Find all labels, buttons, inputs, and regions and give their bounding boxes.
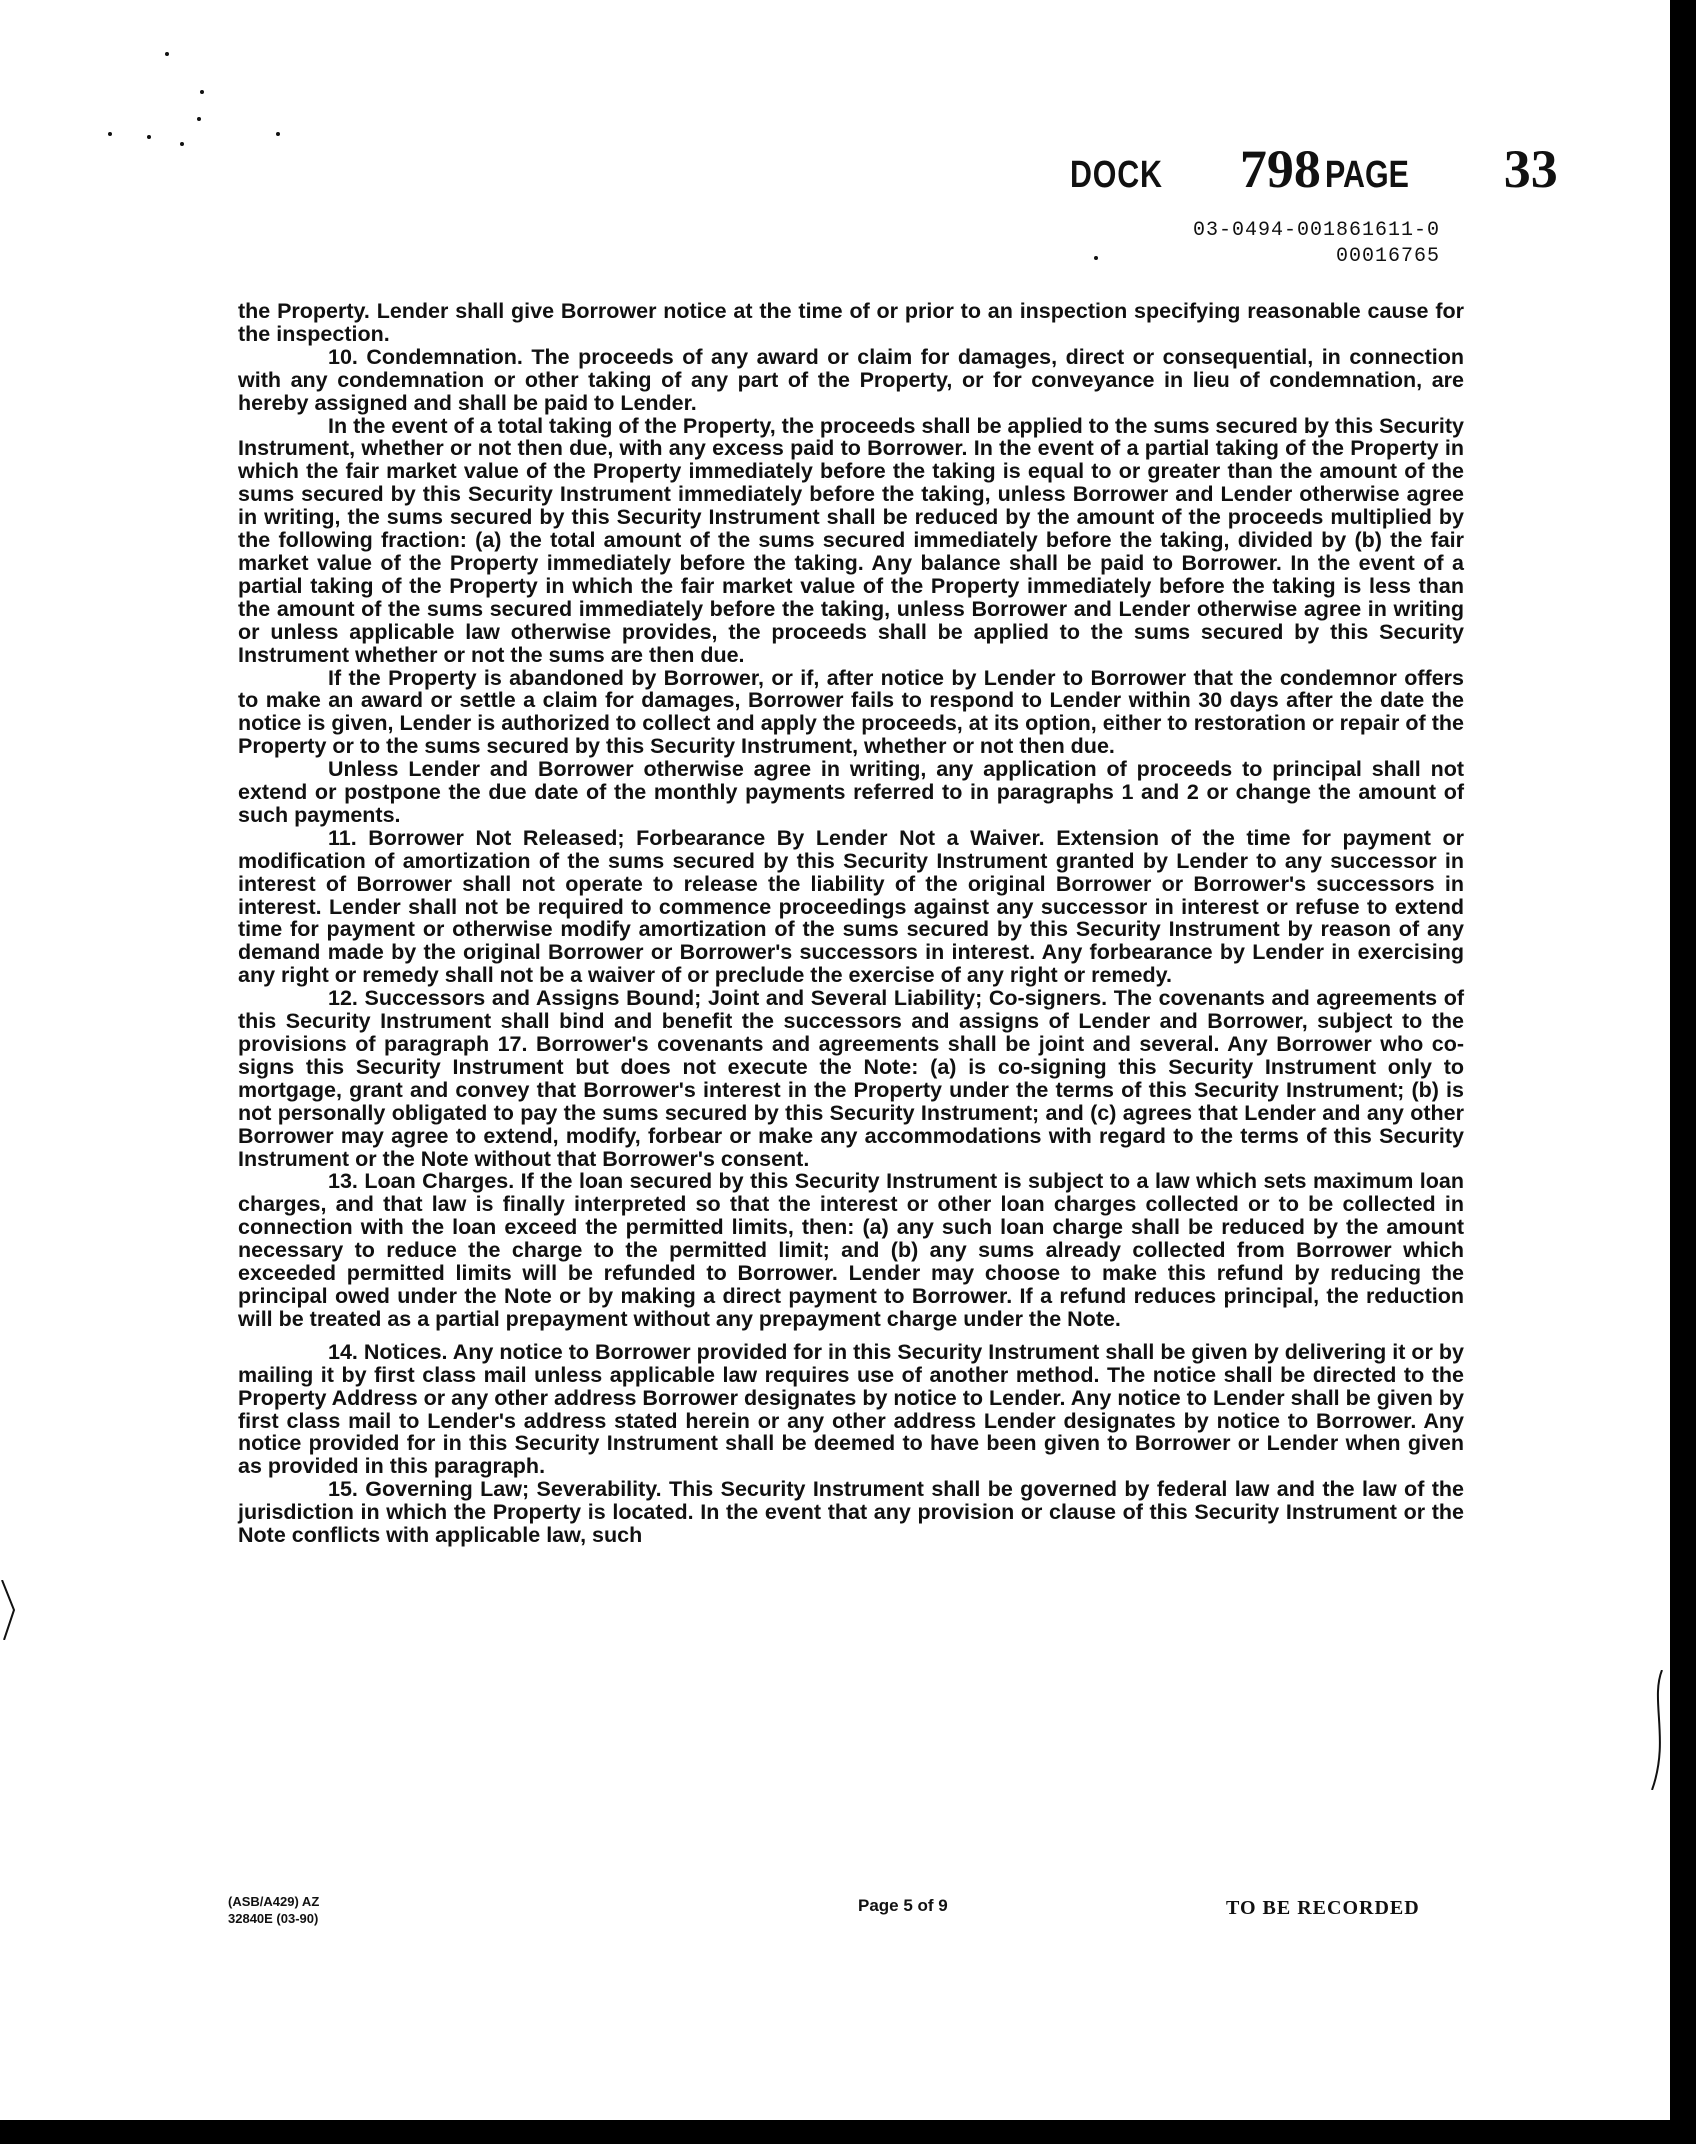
book-label: DOCK [1070,154,1163,196]
paragraph-successors-assigns: 12. Successors and Assigns Bound; Joint and Several Liability; Co-signers. The covenants and agreements of this Security Instrument shall bind and benefit the successors and assigns of Lender and Borrower, subject to the provisions of paragraph 17. Borrower's covenants and agreements shall be joint and several. Any Borrower who co-signs this Security Instrument but does not execute the Note: (a) is co-signing this Security Instrument only to mortgage, grant and convey that Borrower's interest in the Property under the terms of this Security Instrument; (b) is not personally obligated to pay the sums secured by this Security Instrument; and (c) agrees that Lender and any other Borrower may agree to extend, modify, forbear or make any accommodations with regard to the terms of this Security Instrument or the Note without that Borrower's consent. [238,986,1464,1171]
scan-speck [276,132,280,136]
paragraph: In the event of a total taking of the Property, the proceeds shall be applied to the sums secured by this Security Instrument, whether or not then due, with any excess paid to Borrower. In the event of a partial taking of the Property in which the fair market value of the Property immediately before the taking is equal to or greater than the amount of the sums secured by this Security Instrument immediately before the taking, unless Borrower and Lender otherwise agree in writing, the sums secured by this Security Instrument shall be reduced by the amount of the proceeds multiplied by the following fraction: (a) the total amount of the sums secured immediately before the taking, divided by (b) the fair market value of the Property immediately before the taking. Any balance shall be paid to Borrower. In the event of a partial taking of the Property in which the fair market value of the Property immediately before the taking is less than the amount of the sums secured immediately before the taking, unless Borrower and Lender otherwise agree in writing or unless applicable law otherwise provides, the proceeds shall be applied to the sums secured by this Security Instrument whether or not the sums are then due. [238,413,1464,667]
scan-speck [200,90,204,94]
scan-edge-mark-right [1648,1670,1670,1790]
paragraph-borrower-not-released: 11. Borrower Not Released; Forbearance By Lender Not a Waiver. Extension of the time for payment or modification of amortization of the sums secured by this Security Instrument granted by Lender to any successor in interest of Borrower shall not operate to release the liability of the original Borrower or Borrower's successors in interest. Lender shall not be required to commence proceedings against any successor in interest or refuse to extend time for payment or otherwise modify amortization of the sums secured by this Security Instrument by reason of any demand made by the original Borrower or Borrower's successors in interest. Any forbearance by Lender in exercising any right or remedy shall not be a waiver of or preclude the exercise of any right or remedy. [238,825,1464,988]
recording-note: TO BE RECORDED [1226,1897,1420,1919]
scan-edge-mark-left [0,1580,20,1640]
form-code [228,1893,319,1927]
paragraph: If the Property is abandoned by Borrower, or if, after notice by Lender to Borrower that the condemnor offers to make an award or settle a claim for damages, Borrower fails to respond to Lender within 30 days after the date the notice is given, Lender is authorized to collect and apply the proceeds, at its option, either to restoration or repair of the Property or to the sums secured by this Security Instrument, whether or not then due. [238,665,1464,759]
document-ids [1193,218,1440,270]
scan-speck [147,135,151,139]
book-number: 798 [1239,139,1321,199]
scan-speck [197,117,201,121]
document-body [238,300,1464,1547]
paragraph: Unless Lender and Borrower otherwise agree in writing, any application of proceeds to principal shall not extend or postpone the due date of the monthly payments referred to in paragraphs 1 and 2 or change the amount of such payments. [238,757,1464,827]
scan-speck [1094,256,1098,260]
form-code-line: (ASB/A429) AZ [228,1894,320,1909]
paragraph-loan-charges: 13. Loan Charges. If the loan secured by this Security Instrument is subject to a law which sets maximum loan charges, and that law is finally interpreted so that the interest or other loan charges collected or to be collected in connection with the loan exceed the permitted limits, then: (a) any such loan charge shall be reduced by the amount necessary to reduce the charge to the permitted limit; and (b) any sums already collected from Borrower which exceeded permitted limits will be refunded to Borrower. Lender may choose to make this refund by reducing the principal owed under the Note or by making a direct payment to Borrower. If a refund reduces principal, the reduction will be treated as a partial prepayment without any prepayment charge under the Note. [238,1169,1464,1331]
paragraph-notices: 14. Notices. Any notice to Borrower provided for in this Security Instrument shall be given by delivering it or by mailing it by first class mail unless applicable law requires use of another method. The notice shall be directed to the Property Address or any other address Borrower designates by notice to Lender. Any notice to Lender shall be given by first class mail to Lender's address stated herein or any other address Lender designates by notice to Borrower. Any notice provided for in this Security Instrument shall be deemed to have been given to Borrower or Lender when given as provided in this paragraph. [238,1339,1464,1479]
book-page-stamp [1070,138,1558,200]
page-label: PAGE [1324,154,1409,196]
loan-id: 03-0494-001861611-0 [1192,219,1440,242]
paragraph: the Property. Lender shall give Borrower notice at the time of or prior to an inspection specifying reasonable cause for the inspection. [238,299,1464,346]
scan-speck [180,142,184,146]
page-indicator: Page 5 of 9 [858,1896,948,1915]
scan-speck [165,52,169,56]
form-code-line: 32840E (03-90) [228,1911,319,1926]
reference-id: 00016765 [1335,245,1440,268]
paragraph-governing-law: 15. Governing Law; Severability. This Security Instrument shall be governed by federal law and the law of the jurisdiction in which the Property is located. In the event that any provision or clause of this Security Instrument or the Note conflicts with applicable law, such [238,1477,1464,1548]
paragraph-condemnation: 10. Condemnation. The proceeds of any award or claim for damages, direct or consequential, in connection with any condemnation or other taking of any part of the Property, or for conveyance in lieu of condemnation, are hereby assigned and shall be paid to Lender. [238,344,1464,415]
scan-speck [108,132,112,136]
page-number: 33 [1503,139,1558,199]
